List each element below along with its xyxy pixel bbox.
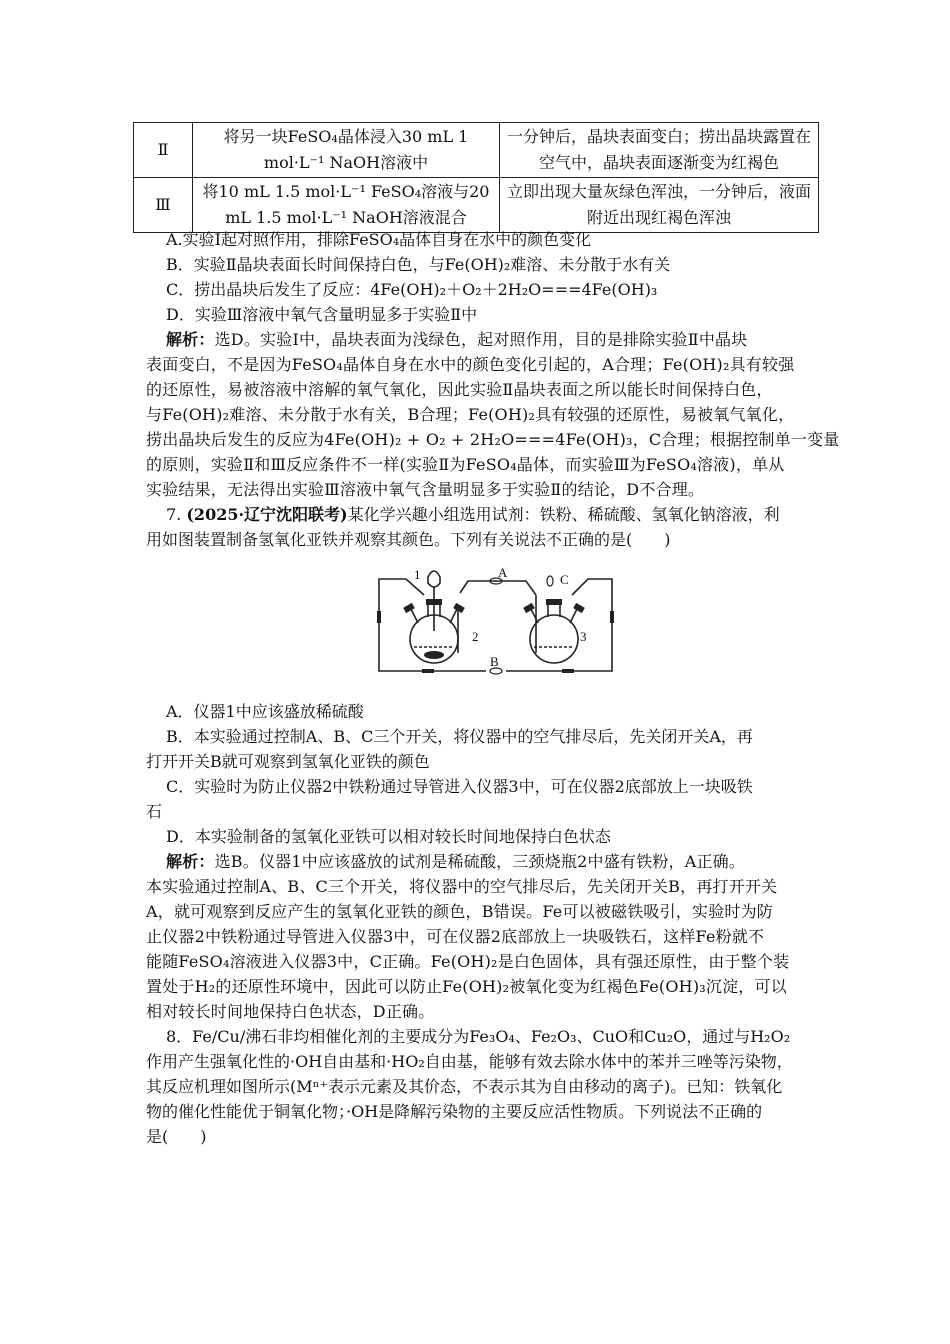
- label-3: 3: [580, 629, 587, 644]
- table-cell-experiment-id: Ⅱ: [134, 123, 193, 178]
- label-a: A: [498, 567, 508, 580]
- table-cell-operation: 将10 mL 1.5 mol·L⁻¹ FeSO₄溶液与20 mL 1.5 mol·L⁻¹ NaOH溶液混合: [193, 178, 500, 233]
- q8-stem-line: 是( ): [146, 1127, 207, 1146]
- tubing-connector: [460, 581, 536, 595]
- q6-option-c: C．捞出晶块后发生了反应：4Fe(OH)₂＋O₂＋2H₂O===4Fe(OH)₃: [166, 280, 658, 299]
- analysis-text: 选D。实验Ⅰ中，晶块表面为浅绿色，起对照作用，目的是排除实验Ⅱ中晶块: [214, 330, 748, 349]
- q7-analysis-line: [166, 850, 810, 874]
- q6-option-a: A.实验Ⅰ起对照作用，排除FeSO₄晶体自身在水中的颜色变化: [166, 230, 592, 249]
- q7-option-b: B．本实验通过控制A、B、C三个开关，将仪器中的空气排尽后，先关闭开关A，再: [166, 727, 753, 746]
- q7-analysis-line: 止仪器2中铁粉通过导管进入仪器3中，可在仪器2底部放上一块吸铁石，这样Fe粉就不: [146, 927, 765, 946]
- analysis-label: 解析：: [166, 330, 215, 349]
- q7-stem-text: 某化学兴趣小组选用试剂：铁粉、稀硫酸、氢氧化钠溶液，利: [347, 505, 780, 524]
- q7-stem-line: 用如图装置制备氢氧化亚铁并观察其颜色。下列有关说法不正确的是( ): [146, 530, 671, 549]
- question-source: (2025·辽宁沈阳联考): [186, 505, 348, 524]
- table-cell-operation: 将另一块FeSO₄晶体浸入30 mL 1 mol·L⁻¹ NaOH溶液中: [193, 123, 500, 178]
- q6-analysis-line: 实验结果，无法得出实验Ⅲ溶液中氧气含量明显多于实验Ⅱ的结论，D不合理。: [146, 480, 705, 499]
- q7-analysis-line: A，就可观察到反应产生的氢氧化亚铁的颜色，B错误。Fe可以被磁铁吸引，实验时为防: [146, 902, 774, 921]
- funnel-1: [428, 571, 440, 587]
- label-1: 1: [414, 567, 421, 582]
- q7-analysis-line: 能随FeSO₄溶液进入仪器3中，C正确。Fe(OH)₂是白色固体，具有强还原性，由于整个装: [146, 952, 790, 971]
- q7-analysis-line: 本实验通过控制A、B、C三个开关，将仪器中的空气排尽后，先关闭开关B，再打开开关: [146, 877, 778, 896]
- experiment-table: [133, 122, 819, 233]
- tubing-bottom-right: [506, 579, 612, 671]
- q6-option-b: B．实验Ⅱ晶块表面长时间保持白色，与Fe(OH)₂难溶、未分散于水有关: [166, 255, 671, 274]
- q7-stem-line: [166, 503, 810, 527]
- iron-powder: [424, 651, 444, 659]
- q7-analysis-line: 置处于H₂的还原性环境中，因此可以防止Fe(OH)₂被氧化变为红褐色Fe(OH)₃沉淀，可以: [146, 977, 787, 996]
- q8-stem-line: 作用产生强氧化性的·OH自由基和·HO₂自由基，能够有效去除水体中的苯并三唑等污染物，: [146, 1052, 793, 1071]
- q6-option-d: D．实验Ⅲ溶液中氧气含量明显多于实验Ⅱ中: [166, 305, 478, 324]
- table-row: [134, 178, 819, 233]
- q7-option-c-cont: 石: [146, 802, 163, 821]
- table-cell-phenomenon: 立即出现大量灰绿色浑浊，一分钟后，液面附近出现红褐色浑浊: [500, 178, 819, 233]
- q6-analysis-line: 表面变白，不是因为FeSO₄晶体自身在水中的颜色变化引起的，A合理；Fe(OH)₂具有较强: [146, 355, 795, 374]
- label-b: B: [490, 654, 499, 669]
- label-c: C: [560, 572, 569, 587]
- q6-analysis-line: 的原则，实验Ⅱ和Ⅲ反应条件不一样(实验Ⅱ为FeSO₄晶体，而实验Ⅲ为FeSO₄溶液)，单从: [146, 455, 785, 474]
- table-row: [134, 123, 819, 178]
- q6-analysis-line: [166, 328, 810, 352]
- analysis-label: 解析：: [166, 852, 215, 871]
- q8-stem-line: 其反应机理如图所示(Mⁿ⁺表示元素及其价态，不表示其为自由移动的离子)。已知：铁氧化: [146, 1077, 783, 1096]
- question-number: 7.: [166, 505, 182, 524]
- q8-stem-line: 8．Fe/Cu/沸石非均相催化剂的主要成分为Fe₃O₄、Fe₂O₃、CuO和Cu₂O，通过与H₂O₂: [166, 1027, 791, 1046]
- q6-analysis-line: 捞出晶块后发生的反应为4Fe(OH)₂ + O₂ + 2H₂O===4Fe(OH)₃，C合理；根据控制单一变量: [146, 430, 840, 449]
- apparatus-diagram: [376, 567, 616, 679]
- q7-option-a: A．仪器1中应该盛放稀硫酸: [166, 702, 364, 721]
- q7-analysis-line: 相对较长时间地保持白色状态，D正确。: [146, 1002, 435, 1021]
- clamp-c: [547, 576, 553, 586]
- analysis-text: 选B。仪器1中应该盛放的试剂是稀硫酸，三颈烧瓶2中盛有铁粉，A正确。: [214, 852, 746, 871]
- q6-analysis-line: 的还原性，易被溶液中溶解的氧气氧化，因此实验Ⅱ晶块表面之所以能长时间保持白色，: [146, 380, 773, 399]
- q8-stem-line: 物的催化性能优于铜氧化物；·OH是降解污染物的主要反应活性物质。下列说法不正确的: [146, 1102, 763, 1121]
- table-cell-phenomenon: 一分钟后，晶块表面变白；捞出晶块露置在空气中，晶块表面逐渐变为红褐色: [500, 123, 819, 178]
- q7-option-b-cont: 打开开关B就可观察到氢氧化亚铁的颜色: [146, 752, 430, 771]
- q7-option-d: D．本实验制备的氢氧化亚铁可以相对较长时间地保持白色状态: [166, 827, 611, 846]
- table-cell-experiment-id: Ⅲ: [134, 178, 193, 233]
- label-2: 2: [472, 629, 479, 644]
- q6-analysis-line: 与Fe(OH)₂难溶、未分散于水有关，B合理；Fe(OH)₂具有较强的还原性，易被氧气氧化，: [146, 405, 795, 424]
- q7-option-c: C．实验时为防止仪器2中铁粉通过导管进入仪器3中，可在仪器2底部放上一块吸铁: [166, 777, 753, 796]
